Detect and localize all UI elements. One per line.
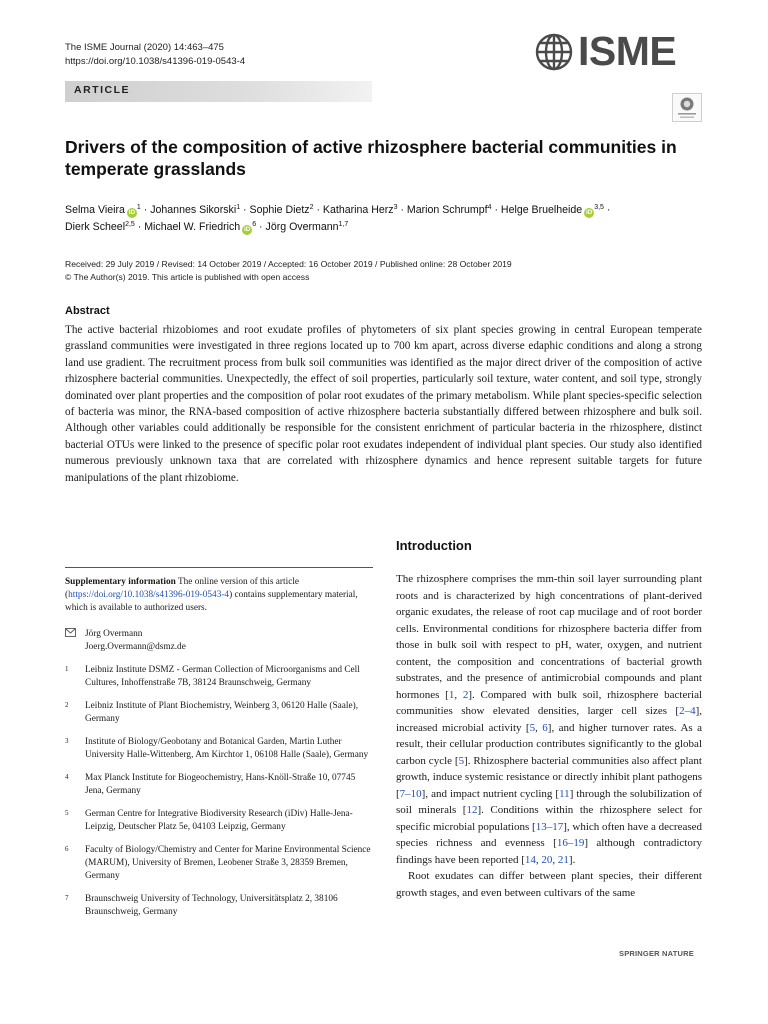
affiliation-item <box>65 844 373 883</box>
affiliation-text: Institute of Biology/Geobotany and Botanical Garden, Martin Luther University Halle-Wittenberg, Am Kirchtor 1, 06108 Halle (Saale), Germany <box>85 737 369 760</box>
affiliation-item <box>65 808 373 834</box>
article-type-bar <box>65 81 372 102</box>
affiliation-item <box>65 736 373 762</box>
author-affiliation-number: 2 <box>309 204 314 211</box>
publisher-logo: SPRINGER NATURE <box>619 949 694 958</box>
supplementary-text-before: The online version of this article ( <box>65 577 300 600</box>
doi-link[interactable]: https://doi.org/10.1038/s41396-019-0543-4 <box>65 56 246 67</box>
affiliation-text: Leibniz Institute of Plant Biochemistry, Weinberg 3, 06120 Halle (Saale), Germany <box>85 701 359 724</box>
author-separator: · <box>603 204 611 216</box>
citation-link[interactable]: 1 <box>448 688 455 701</box>
supplementary-label: Supplementary information <box>65 577 176 587</box>
author-affiliation-number: 1,7 <box>338 221 349 228</box>
author-affiliation-number: 3 <box>393 204 398 211</box>
citation-link[interactable]: 21 <box>557 853 569 866</box>
affiliation-number: 1 <box>65 665 69 673</box>
author-name: Marion Schrumpf <box>406 204 488 216</box>
author-separator: · <box>491 204 501 216</box>
author-name: Johannes Sikorski <box>150 204 237 216</box>
affiliation-item <box>65 700 373 726</box>
author-separator: · <box>140 204 151 216</box>
affiliation-text: Faculty of Biology/Chemistry and Center for Marine Environmental Science (MARUM), University of Bremen, Leobener Straße 3, 28359 Bremen, Germany <box>85 845 371 881</box>
affiliation-text: Braunschweig University of Technology, Universitätsplatz 2, 38106 Braunschweig, Germany <box>85 894 338 917</box>
citation-link[interactable]: 20 <box>541 853 553 866</box>
citation-link[interactable]: 7–10 <box>399 787 422 800</box>
journal-header <box>65 41 245 69</box>
text-segment: ] although contradictory findings have been reported [ <box>396 837 702 866</box>
citation-link[interactable]: 13–17 <box>535 820 564 833</box>
correspondence <box>65 628 373 654</box>
affiliation-text: Max Planck Institute for Biogeochemistry, Hans-Knöll-Straße 10, 07745 Jena, Germany <box>85 773 356 796</box>
author[interactable] <box>323 204 398 216</box>
affiliation-item <box>65 893 373 919</box>
text-segment: , <box>552 853 558 866</box>
author[interactable] <box>150 204 240 216</box>
affiliation-list <box>65 664 373 919</box>
check-updates-icon <box>673 94 701 121</box>
author-name: Sophie Dietz <box>249 204 310 216</box>
citation-link[interactable]: 14 <box>524 853 536 866</box>
affiliation-number: 7 <box>65 894 69 902</box>
author-separator: · <box>134 221 145 233</box>
affiliation-item <box>65 664 373 690</box>
citation-link[interactable]: 16–19 <box>556 837 585 849</box>
citation-link[interactable]: 5 <box>529 721 536 734</box>
supplementary-link[interactable]: https://doi.org/10.1038/s41396-019-0543-4 <box>68 590 230 600</box>
isme-logo[interactable] <box>534 27 704 75</box>
text-segment: ], which often have a decreased species richness and evenness [ <box>396 820 702 849</box>
affiliation-number: 3 <box>65 737 69 745</box>
journal-citation: The ISME Journal (2020) 14:463–475 <box>65 42 224 53</box>
text-segment: The rhizosphere comprises the mm-thin soil layer surrounding plant roots and is characterized by high concentrations of plant-derived organic exudates, the release of root cap mucilage and of root border cells. Environmental conditions for rhizosphere bacteria differ from those in bulk soil with respect to pH, water, oxygen, and nutrient content, the composition and concentrations of bacterial growth substrates, and the presence of antimicrobial compounds and plant hormones [ <box>396 573 702 701</box>
author-name: Michael W. Friedrich <box>144 221 241 233</box>
affiliation-number: 6 <box>65 845 69 853</box>
affiliation-text: Leibniz Institute DSMZ - German Collection of Microorganisms and Cell Cultures, Inhoffenstraße 7B, 38124 Braunschweig, Germany <box>85 665 360 688</box>
author-name: Jörg Overmann <box>265 221 339 233</box>
citation-link[interactable]: 12 <box>466 804 478 816</box>
correspondence-email[interactable]: Joerg.Overmann@dsmz.de <box>85 642 186 652</box>
affiliation-text: German Centre for Integrative Biodiversity Research (iDiv) Halle-Jena-Leipzig, Deutscher Platz 5e, 04103 Leipzig, Germany <box>85 809 353 832</box>
affiliation-number: 2 <box>65 701 69 709</box>
author[interactable] <box>266 221 349 233</box>
citation-link[interactable]: 2 <box>462 688 469 701</box>
article-type-label: ARTICLE <box>74 84 130 96</box>
author-affiliation-number: 1 <box>236 204 241 211</box>
citation-link[interactable]: 6 <box>542 721 548 734</box>
front-matter-notes <box>65 567 373 919</box>
article-title: Drivers of the composition of active rhizosphere bacterial communities in temperate grasslands <box>65 137 677 179</box>
author[interactable] <box>65 204 141 216</box>
text-segment: ] through the solubilization of soil minerals [ <box>396 787 702 816</box>
affiliation-number: 4 <box>65 773 69 781</box>
author-name: Helge Bruelheide <box>500 204 583 216</box>
text-segment: ], increased microbial activity [ <box>396 705 702 734</box>
text-segment: ], and impact nutrient cycling [ <box>421 787 560 800</box>
orcid-icon[interactable]: iD <box>243 226 251 233</box>
introduction-paragraph-2: Root exudates can differ between plant species, their different growth stages, and even between cultivars of the same <box>396 870 702 899</box>
author[interactable] <box>65 221 135 233</box>
author-separator: · <box>397 204 407 216</box>
citation-link[interactable]: 11 <box>559 787 570 800</box>
publication-dates <box>65 258 725 284</box>
introduction-body <box>396 571 702 901</box>
text-segment: , <box>535 721 543 734</box>
text-segment: , <box>454 688 463 701</box>
affiliation-item <box>65 772 373 798</box>
author-separator: · <box>240 204 250 216</box>
supplementary-info <box>65 576 373 615</box>
author-separator: · <box>313 204 323 216</box>
text-segment: ], and higher turnover rates. As a result, their cellular production contributes significantly to the global carbon cycle [ <box>396 721 702 767</box>
affiliation-number: 5 <box>65 809 69 817</box>
text-segment: ]. <box>568 853 576 866</box>
author-affiliation-number: 3,5 <box>594 204 604 211</box>
abstract-text: The active bacterial rhizobiomes and root exudate profiles of phytometers of six plant species growing in central European temperate grassland communities were investigated in three regions located up to 700 km apart, across diverse edaphic conditions and along a strong land use gradient. The recruitment process from bulk soil communities was identified as the major direct driver of the composition of active rhizosphere bacterial communities. Unexpectedly, the effect of soil properties, particularly soil texture, water content, and soil type, strongly dominated over plant properties and the composition of polar root exudates of the primary metabolism. While plant species-specific selection of bacteria was minor, the RNA-based composition of active rhizosphere bacteria substantially differed between rhizosphere and bulk soil. Although other variables could additionally be responsible for the consistent enrichment of particular bacteria in the rhizosphere, distinct bacterial OTUs were linked to the presence of specific polar root exudates independent of individual plant species. Our study also identified numerous previously unknown taxa that are correlated with rhizosphere dynamics and hence represent suitable targets for future manipulations of the plant rhizobiome. <box>65 324 702 484</box>
citation-link[interactable]: 5 <box>458 754 465 767</box>
introduction-heading: Introduction <box>396 538 472 553</box>
dates-line: Received: 29 July 2019 / Revised: 14 October 2019 / Accepted: 16 October 2019 / Published online: 28 October 2019 <box>65 259 512 269</box>
author[interactable] <box>407 204 492 216</box>
author-affiliation-number: 2,5 <box>125 221 135 228</box>
copyright-line: © The Author(s) 2019. This article is published with open access <box>65 272 310 282</box>
author-separator: · <box>256 221 266 233</box>
text-segment: ]. Conditions within the rhizosphere select for specific microbial populations [ <box>396 804 702 833</box>
globe-icon <box>534 32 574 72</box>
envelope-icon <box>65 628 85 654</box>
author-name: Dierk Scheel <box>65 221 126 233</box>
author-name: Selma Vieira <box>65 204 125 216</box>
orcid-icon[interactable]: iD <box>128 209 136 216</box>
author-affiliation-number: 4 <box>487 204 492 211</box>
author-affiliation-number: 1 <box>136 204 141 211</box>
author-list <box>65 202 715 236</box>
author[interactable] <box>144 221 256 233</box>
author-name: Katharina Herz <box>322 204 394 216</box>
abstract-heading: Abstract <box>65 305 110 317</box>
citation-link[interactable]: 2–4 <box>679 705 696 717</box>
text-segment: , <box>535 853 542 866</box>
correspondence-name: Jörg Overmann <box>85 629 143 639</box>
orcid-icon[interactable]: iD <box>585 209 593 216</box>
text-segment: ]. Compared with bulk soil, rhizosphere bacterial communities show elevated densities, larger cell sizes [ <box>396 688 703 717</box>
logo-text: ISME <box>578 28 677 74</box>
introduction-paragraph-1 <box>396 571 702 868</box>
supplementary-text-after: ) contains supplementary material, which is available to authorized users. <box>65 590 358 613</box>
author[interactable] <box>501 204 604 216</box>
check-for-updates-badge[interactable] <box>672 93 702 122</box>
author[interactable] <box>250 204 314 216</box>
text-segment: ]. Rhizosphere bacterial communities also affect plant growth, induce systemic resistance or directly inhibit plant pathogens [ <box>396 754 702 800</box>
author-affiliation-number: 6 <box>252 221 257 228</box>
